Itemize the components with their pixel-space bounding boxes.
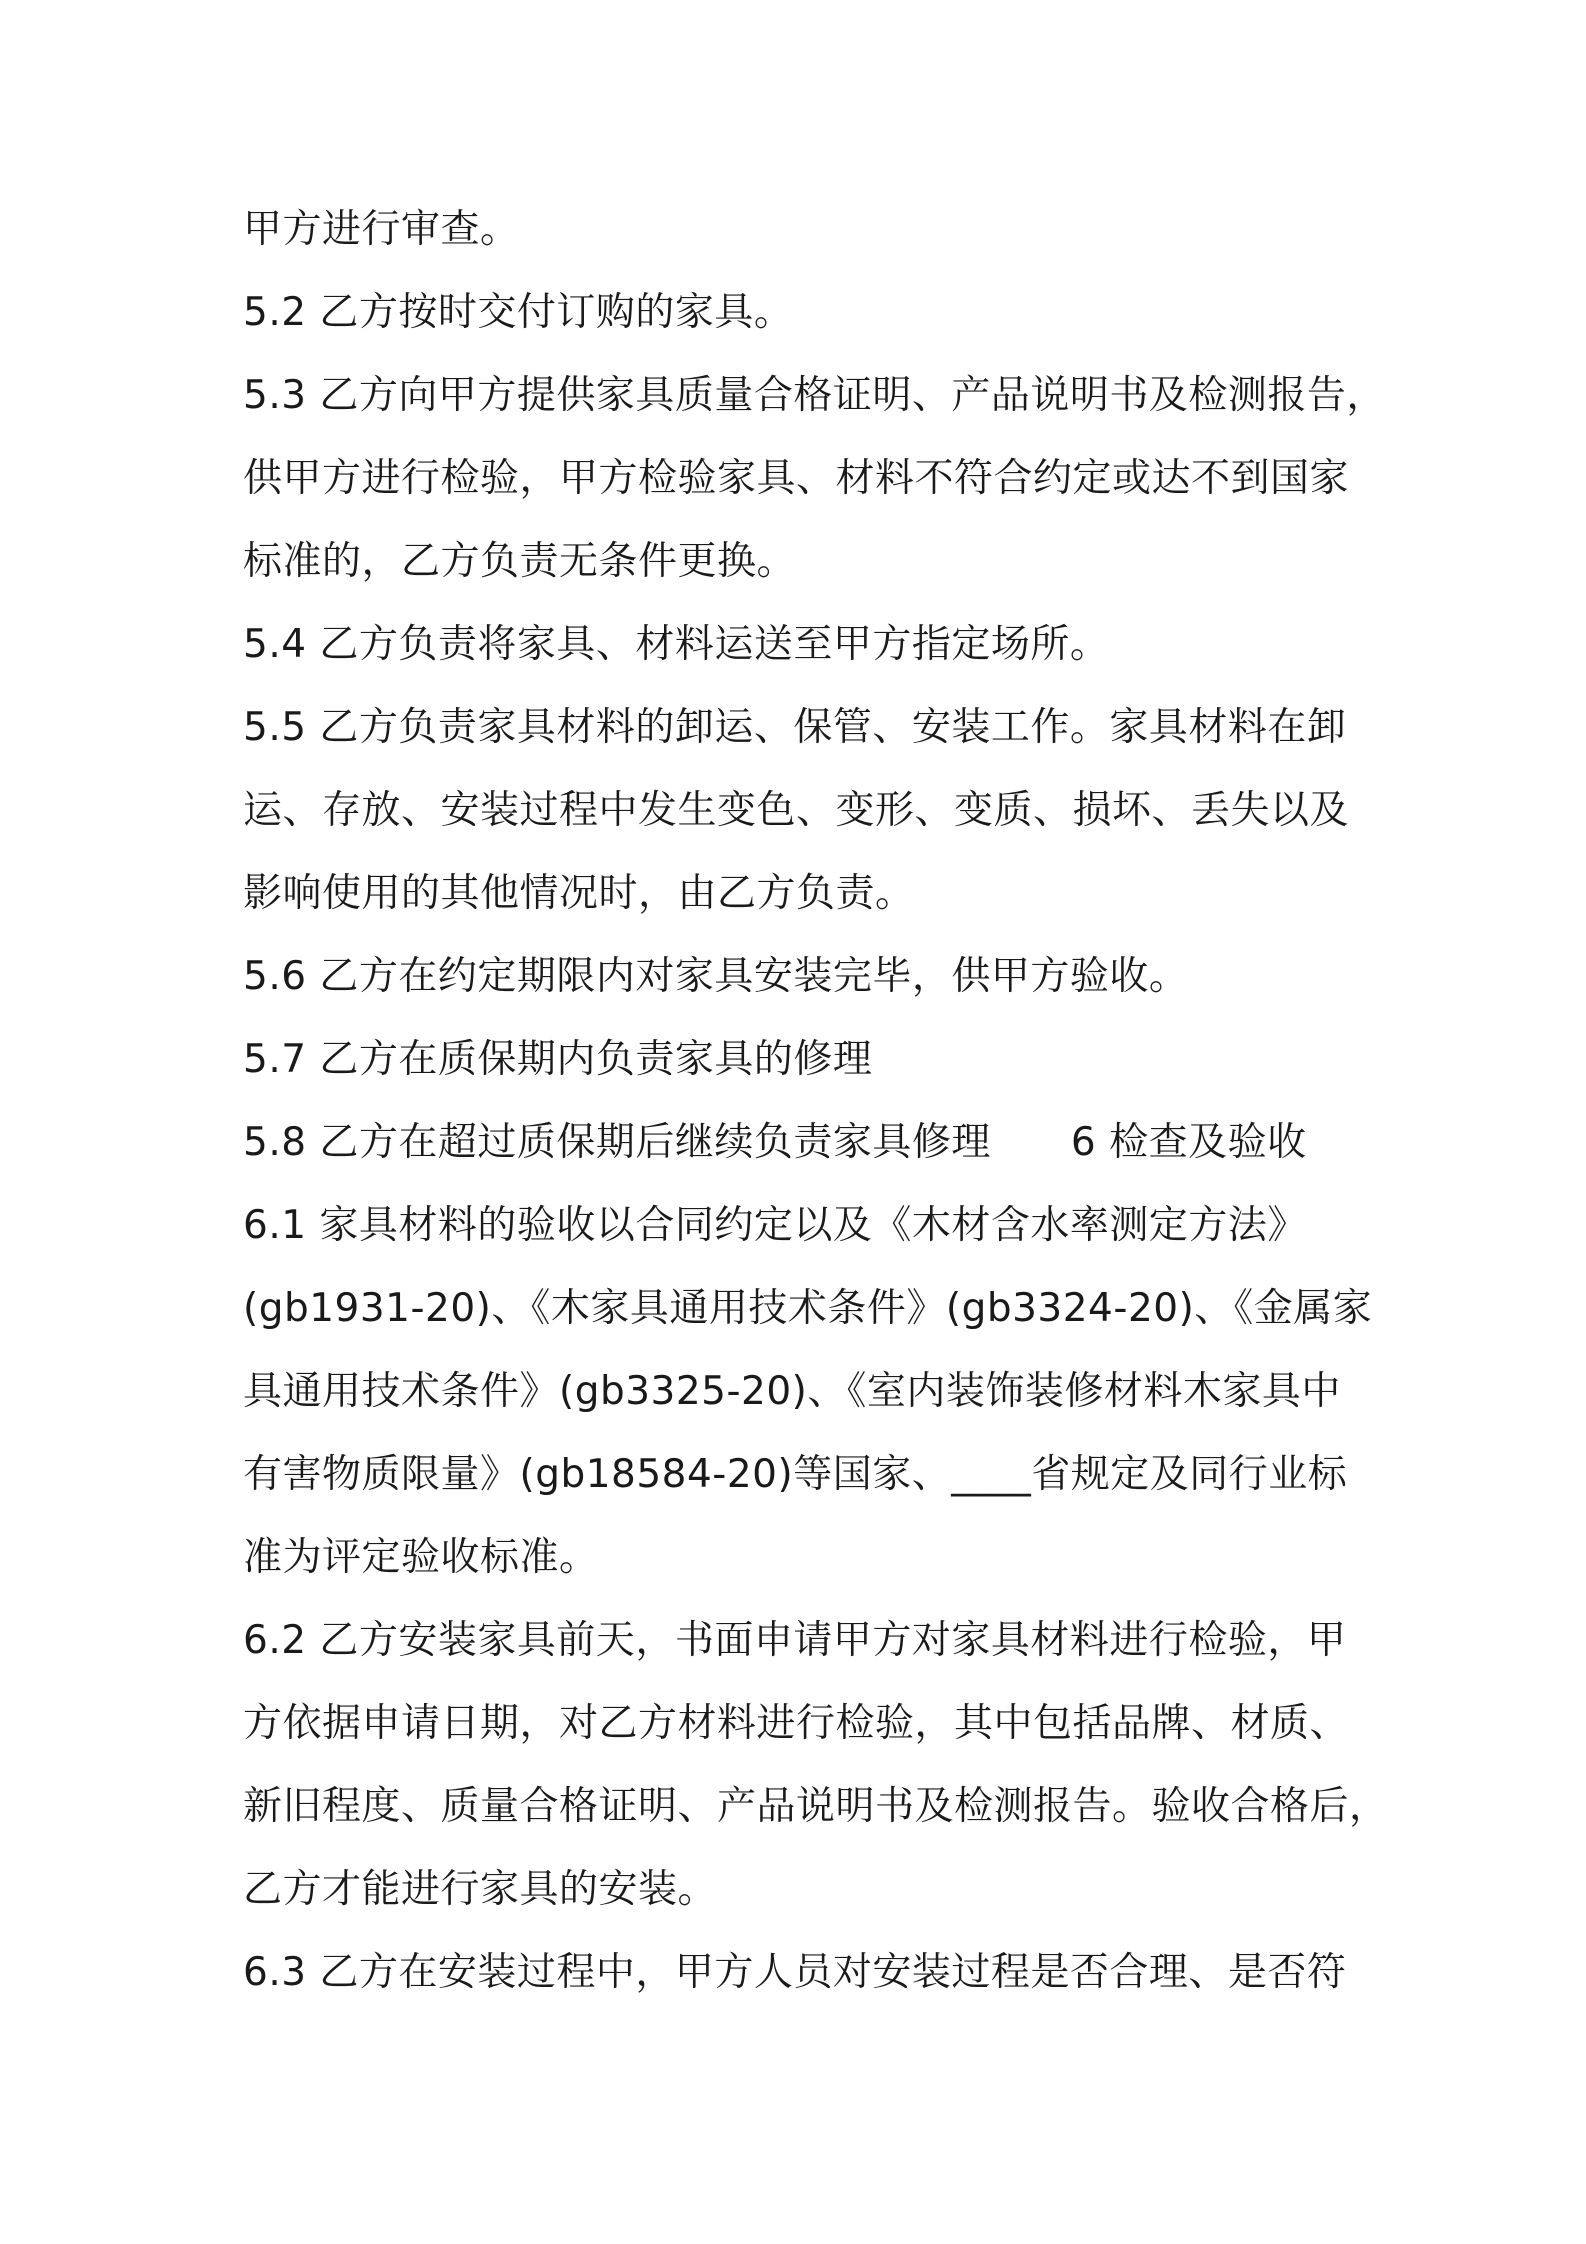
clause-6-2-line-1: 6.2 乙方安装家具前天，书面申请甲方对家具材料进行检验，甲 — [243, 1618, 1347, 1663]
clause-6-1-line-4: 有害物质限量》(gb18584-20)等国家、____省规定及同行业标 — [243, 1452, 1348, 1497]
clause-6-1-line-5: 准为评定验收标准。 — [243, 1535, 599, 1580]
text-line-1: 甲方进行审查。 — [243, 207, 520, 252]
clause-5-6: 5.6 乙方在约定期限内对家具安装完毕，供甲方验收。 — [243, 954, 1189, 999]
clause-6-2-line-3: 新旧程度、质量合格证明、产品说明书及检测报告。验收合格后， — [243, 1784, 1389, 1829]
clause-5-5-line-1: 5.5 乙方负责家具材料的卸运、保管、安装工作。家具材料在卸 — [243, 705, 1347, 750]
clause-6-1-line-2: (gb1931-20)、《木家具通用技术条件》(gb3324-20)、《金属家 — [243, 1286, 1373, 1331]
clause-5-7: 5.7 乙方在质保期内负责家具的修理 — [243, 1037, 873, 1082]
clause-5-5-line-2: 运、存放、安装过程中发生变色、变形、变质、损坏、丢失以及 — [243, 788, 1350, 833]
clause-5-5-line-3: 影响使用的其他情况时，由乙方负责。 — [243, 871, 915, 916]
clause-5-8-line — [243, 1101, 1363, 1184]
clause-5-3-line-1: 5.3 乙方向甲方提供家具质量合格证明、产品说明书及检测报告， — [243, 373, 1386, 418]
clause-5-4: 5.4 乙方负责将家具、材料运送至甲方指定场所。 — [243, 622, 1110, 667]
clause-5-8: 5.8 乙方在超过质保期后继续负责家具修理 — [243, 1120, 991, 1165]
clause-5-3-line-3: 标准的，乙方负责无条件更换。 — [243, 539, 797, 584]
clause-6-3-line-1: 6.3 乙方在安装过程中，甲方人员对安装过程是否合理、是否符 — [243, 1950, 1347, 1995]
section-6-heading: 6 检查及验收 — [1070, 1120, 1307, 1165]
clause-5-3-line-2: 供甲方进行检验，甲方检验家具、材料不符合约定或达不到国家 — [243, 456, 1350, 501]
clause-6-2-line-2: 方依据申请日期，对乙方材料进行检验，其中包括品牌、材质、 — [243, 1701, 1350, 1746]
clause-6-1-line-1: 6.1 家具材料的验收以合同约定以及《木材含水率测定方法》 — [243, 1203, 1307, 1248]
clause-6-1-line-3: 具通用技术条件》(gb3325-20)、《室内装饰装修材料木家具中 — [243, 1369, 1341, 1414]
clause-6-2-line-4: 乙方才能进行家具的安装。 — [243, 1867, 718, 1912]
contract-text — [243, 188, 1389, 2014]
clause-5-2: 5.2 乙方按时交付订购的家具。 — [243, 290, 794, 335]
